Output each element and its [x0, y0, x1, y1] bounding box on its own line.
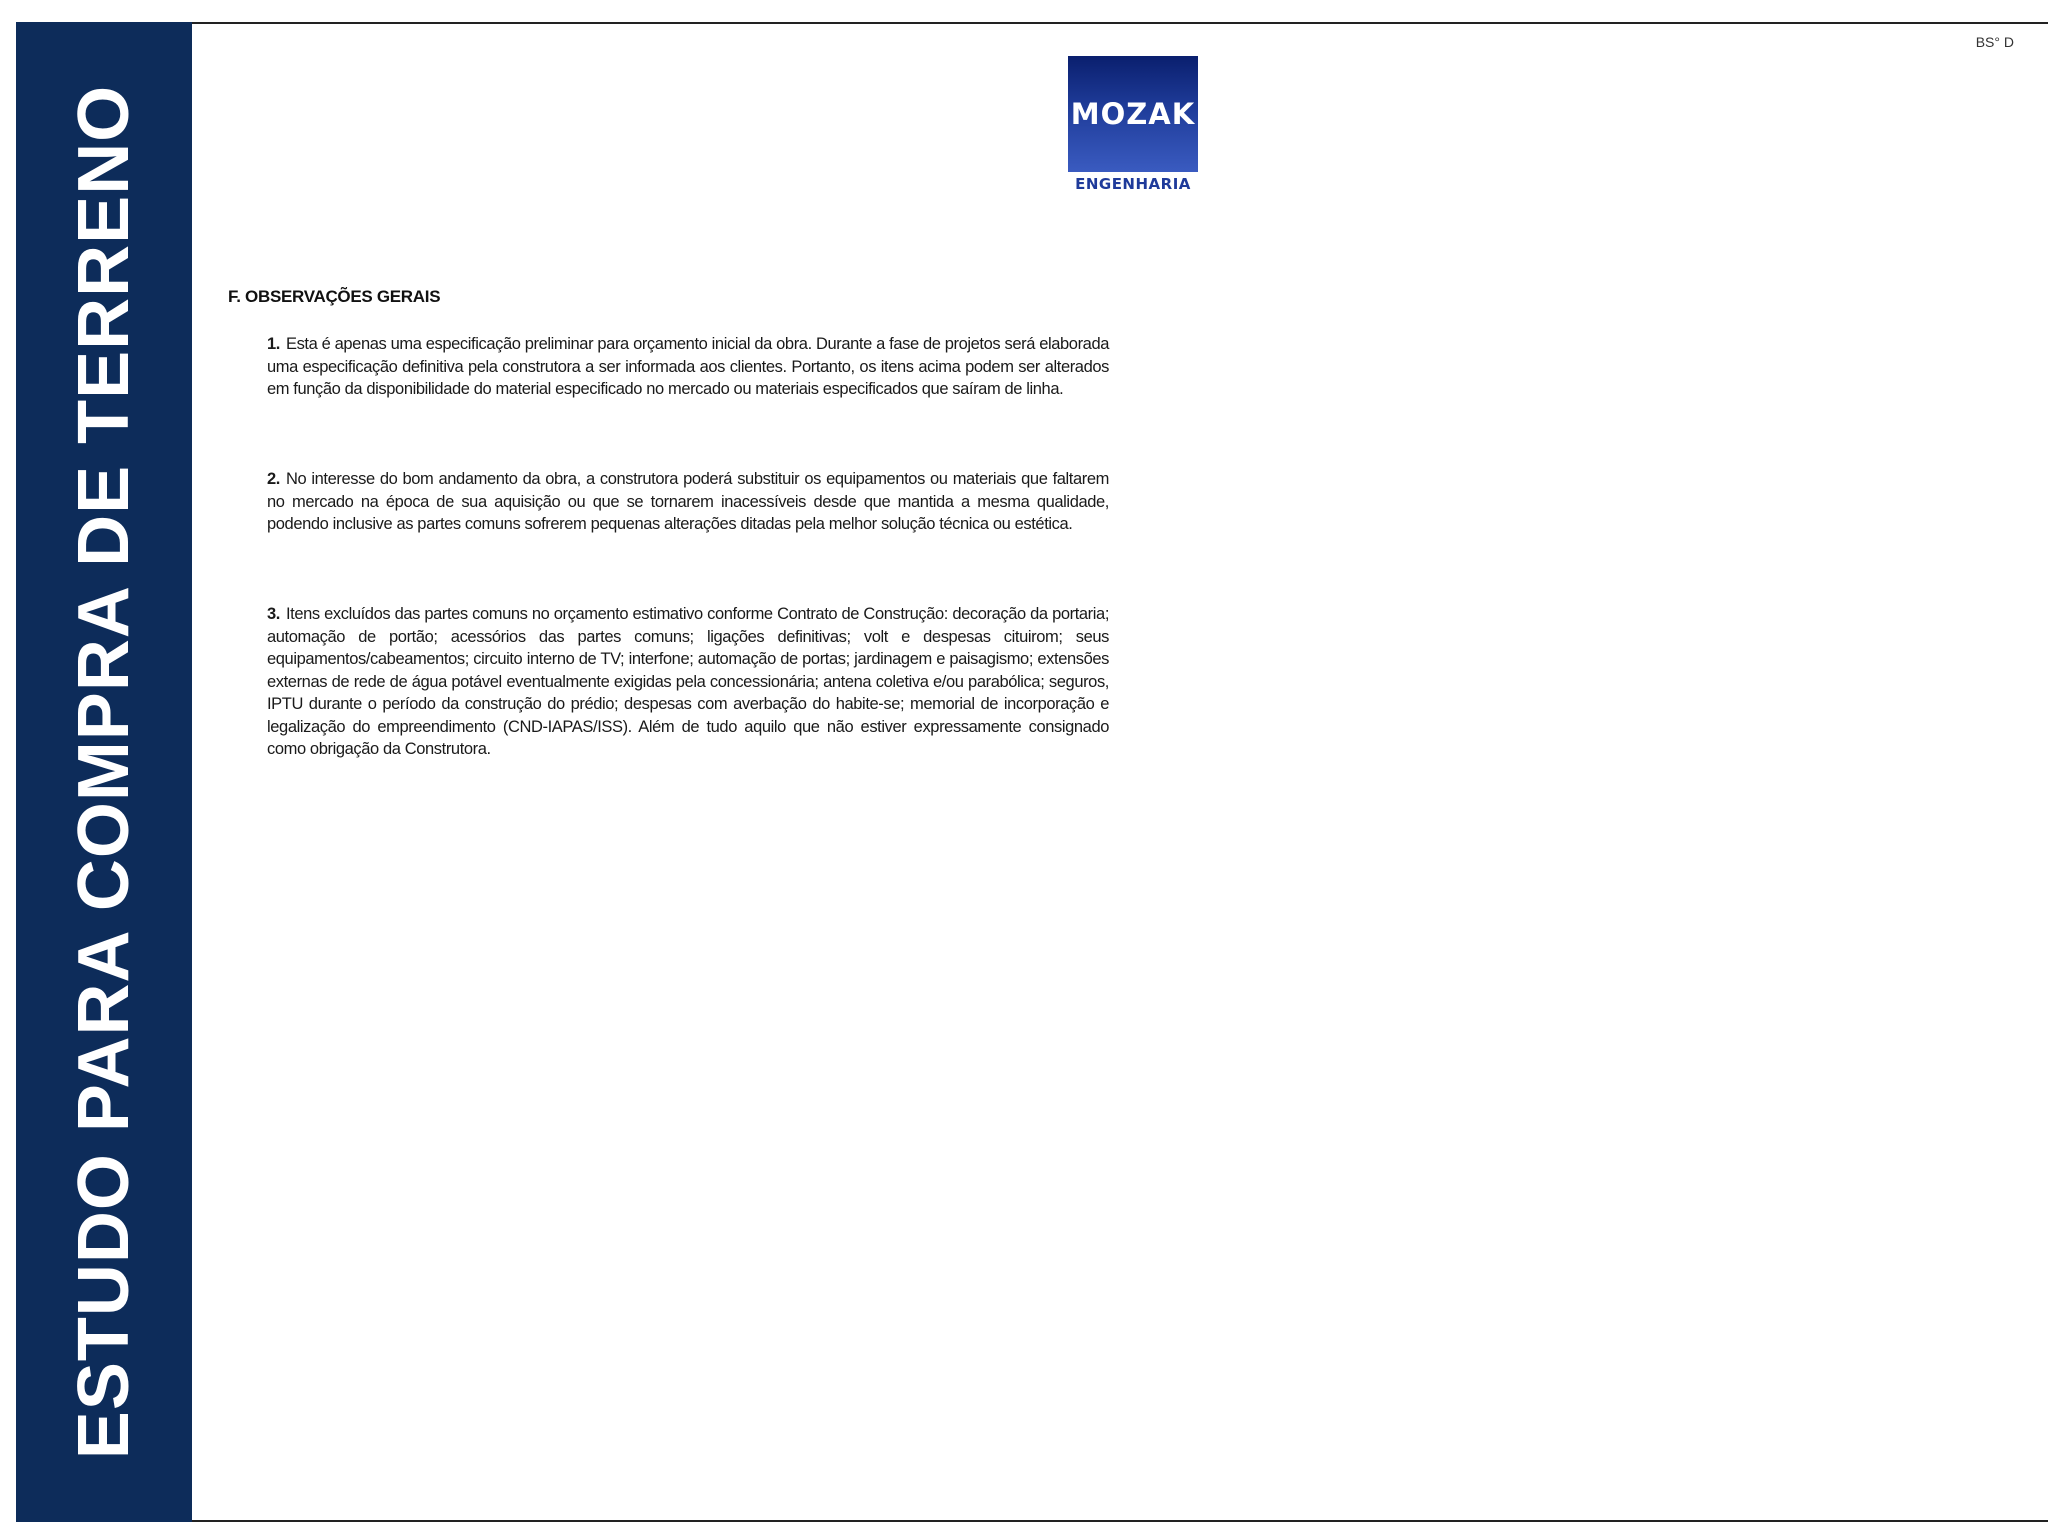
side-banner — [16, 22, 192, 1522]
section-title: F. OBSERVAÇÕES GERAIS — [228, 287, 441, 306]
bottom-rule — [190, 1520, 2048, 1522]
observation-item — [267, 468, 1109, 536]
observation-number: 1. — [267, 335, 280, 353]
top-rule — [190, 22, 2048, 24]
document-code: BS° D — [1975, 34, 2014, 50]
observation-text: No interesse do bom andamento da obra, a construtora poderá substituir os equipamentos ou materiais que faltarem no mercado na época de sua aquisição ou que se tornarem inacessíveis desde que mantida a mesma qualidade, podendo inclusive as partes comuns sofrerem pequenas alterações ditadas pela melhor solução técnica ou estética. — [267, 470, 1109, 533]
logo-subtitle: ENGENHARIA — [1075, 175, 1191, 193]
observation-text: Esta é apenas uma especificação preliminar para orçamento inicial da obra. Durante a fase de projetos será elaborada uma especificação definitiva pela construtora a ser informada aos clientes. Portanto, os itens acima podem ser alterados em função da disponibilidade do material especificado no mercado ou materiais especificados que saíram de linha. — [267, 335, 1109, 398]
logo-wordmark: MOZAK — [1070, 97, 1196, 131]
observation-text: Itens excluídos das partes comuns no orçamento estimativo conforme Contrato de Construção: decoração da portaria; automação de portão; acessórios das partes comuns; ligações definitivas; volt e despesas cituirom; seus equipamentos/cabeamentos; circuito interno de TV; interfone; automação de portas; jardinagem e paisagismo; extensões externas de rede de água potável eventualmente exigidas pela concessionária; antena coletiva e/ou parabólica; seguros, IPTU durante o período da construção do prédio; despesas com averbação do habite-se; memorial de incorporação e legalização do empreendimento (CND-IAPAS/ISS). Além de tudo aquilo que não estiver expressamente consignado como obrigação da Construtora. — [267, 605, 1109, 758]
side-title: ESTUDO PARA COMPRA DE TERRENO — [64, 84, 144, 1460]
company-logo — [1068, 56, 1198, 194]
observation-number: 2. — [267, 470, 280, 488]
observation-number: 3. — [267, 605, 280, 623]
logo-block — [1068, 56, 1198, 172]
observation-item — [267, 333, 1109, 401]
observation-item — [267, 603, 1109, 761]
